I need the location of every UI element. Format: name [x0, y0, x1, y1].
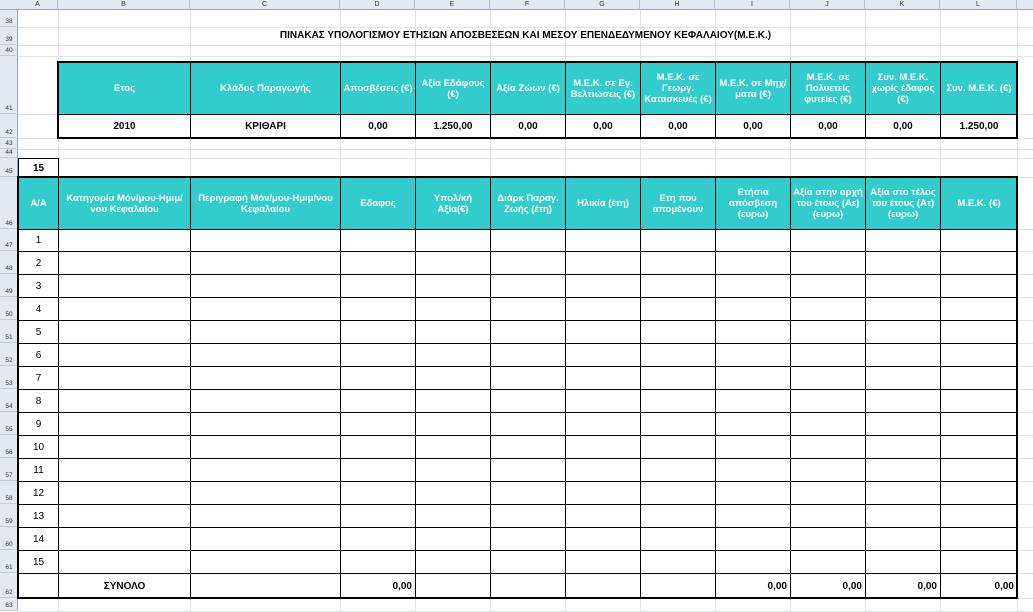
detail-input-cell[interactable]	[190, 251, 341, 275]
row-header-52[interactable]: 52	[0, 343, 18, 366]
column-header-j[interactable]: J	[790, 0, 865, 10]
row-number-cell[interactable]: 13	[18, 504, 59, 528]
detail-input-cell[interactable]	[415, 458, 491, 482]
detail-input-cell[interactable]	[190, 320, 341, 344]
sheet-title: ΠΙΝΑΚΑΣ ΥΠΟΛΟΓΙΣΜΟΥ ΕΤΗΣΙΩΝ ΑΠΟΣΒΕΣΕΩΝ ΚΑΙ ΜΕΣΟΥ ΕΠΕΝΔΕΔΥΜΕΝΟΥ ΚΕΦΑΛΑΙΟΥ(Μ.Ε.Κ.)	[279, 30, 772, 41]
detail-input-cell[interactable]	[58, 320, 191, 344]
detail-input-cell[interactable]	[340, 458, 416, 482]
row-header-43[interactable]: 43	[0, 138, 18, 149]
detail-input-cell[interactable]	[640, 297, 716, 321]
detail-header-cell[interactable]: Ετη που απομένουν	[640, 177, 716, 230]
detail-header-cell[interactable]: Α/Α	[18, 177, 59, 230]
summary-header-cell[interactable]: Μ.Ε.Κ. σε Εγ. Βελτιώσεις (€)	[565, 62, 641, 115]
row-number-cell[interactable]: 4	[18, 297, 59, 321]
detail-input-cell[interactable]	[58, 435, 191, 459]
totals-empty-cell[interactable]	[490, 573, 566, 599]
detail-input-cell[interactable]	[58, 481, 191, 505]
row-number-cell[interactable]: 10	[18, 435, 59, 459]
column-header-bar	[0, 0, 1033, 10]
detail-input-cell[interactable]	[940, 412, 1018, 436]
detail-input-cell[interactable]	[790, 412, 866, 436]
row-header-47[interactable]: 47	[0, 229, 18, 251]
detail-input-cell[interactable]	[790, 458, 866, 482]
detail-input-cell[interactable]	[640, 229, 716, 252]
row-header-63[interactable]: 63	[0, 598, 18, 611]
detail-input-cell[interactable]	[58, 229, 191, 252]
detail-input-cell[interactable]	[865, 435, 941, 459]
detail-input-cell[interactable]	[715, 229, 791, 252]
detail-header-cell[interactable]: Αξία στο τέλος του έτους (Ατ) (ευρω)	[865, 177, 941, 230]
detail-input-cell[interactable]	[790, 274, 866, 298]
count-cell[interactable]: 15	[18, 158, 59, 178]
detail-input-cell[interactable]	[715, 274, 791, 298]
row-number-cell[interactable]: 8	[18, 389, 59, 413]
detail-input-cell[interactable]	[865, 320, 941, 344]
column-header-k[interactable]: K	[865, 0, 940, 10]
row-header-40[interactable]: 40	[0, 45, 18, 56]
detail-input-cell[interactable]	[58, 389, 191, 413]
detail-input-cell[interactable]	[340, 274, 416, 298]
row-header-38[interactable]: 38	[0, 10, 18, 27]
detail-input-cell[interactable]	[865, 251, 941, 275]
detail-input-cell[interactable]	[340, 366, 416, 390]
detail-input-cell[interactable]	[490, 366, 566, 390]
row-header-58[interactable]: 58	[0, 481, 18, 504]
totals-empty-cell[interactable]	[18, 573, 59, 599]
row-header-59[interactable]: 59	[0, 504, 18, 527]
detail-input-cell[interactable]	[790, 504, 866, 528]
detail-input-cell[interactable]	[940, 481, 1018, 505]
summary-header-cell[interactable]: Μ.Ε.Κ. σε Μηχ/ματα (€)	[715, 62, 791, 115]
detail-input-cell[interactable]	[190, 504, 341, 528]
detail-input-cell[interactable]	[940, 504, 1018, 528]
detail-input-cell[interactable]	[715, 366, 791, 390]
totals-label[interactable]: ΣΥΝΟΛΟ	[58, 573, 191, 599]
summary-value-cell[interactable]: 0,00	[340, 114, 416, 138]
detail-input-cell[interactable]	[190, 550, 341, 574]
column-header-g[interactable]: G	[565, 0, 640, 10]
detail-input-cell[interactable]	[640, 366, 716, 390]
grid-hline	[18, 56, 1033, 57]
row-header-60[interactable]: 60	[0, 527, 18, 550]
detail-input-cell[interactable]	[940, 389, 1018, 413]
detail-input-cell[interactable]	[340, 297, 416, 321]
detail-input-cell[interactable]	[415, 389, 491, 413]
detail-input-cell[interactable]	[715, 527, 791, 551]
detail-input-cell[interactable]	[58, 297, 191, 321]
summary-header-cell[interactable]: Ετος	[58, 62, 191, 115]
row-header-50[interactable]: 50	[0, 297, 18, 320]
detail-input-cell[interactable]	[190, 527, 341, 551]
detail-input-cell[interactable]	[190, 481, 341, 505]
row-header-45[interactable]: 45	[0, 158, 18, 177]
detail-header-cell[interactable]: Διάρκ Παραγ. Ζωής (έτη)	[490, 177, 566, 230]
detail-input-cell[interactable]	[565, 251, 641, 275]
detail-input-cell[interactable]	[190, 366, 341, 390]
detail-input-cell[interactable]	[340, 343, 416, 367]
detail-input-cell[interactable]	[715, 297, 791, 321]
detail-input-cell[interactable]	[58, 366, 191, 390]
detail-input-cell[interactable]	[340, 389, 416, 413]
detail-input-cell[interactable]	[640, 550, 716, 574]
detail-input-cell[interactable]	[715, 412, 791, 436]
row-header-41[interactable]: 41	[0, 56, 18, 114]
detail-input-cell[interactable]	[790, 481, 866, 505]
summary-text-cell[interactable]: 2010	[58, 114, 191, 138]
detail-input-cell[interactable]	[940, 320, 1018, 344]
detail-input-cell[interactable]	[715, 504, 791, 528]
detail-input-cell[interactable]	[490, 389, 566, 413]
row-header-57[interactable]: 57	[0, 458, 18, 481]
detail-header-cell[interactable]: Κατηγορία Μόν/μου-Ημιμ/νου Κεφαλαίου	[58, 177, 191, 230]
detail-input-cell[interactable]	[790, 527, 866, 551]
row-number-cell[interactable]: 6	[18, 343, 59, 367]
column-header-b[interactable]: B	[58, 0, 190, 10]
detail-input-cell[interactable]	[565, 320, 641, 344]
detail-input-cell[interactable]	[790, 389, 866, 413]
detail-input-cell[interactable]	[415, 504, 491, 528]
detail-input-cell[interactable]	[415, 481, 491, 505]
detail-input-cell[interactable]	[940, 366, 1018, 390]
detail-input-cell[interactable]	[490, 481, 566, 505]
row-header-46[interactable]: 46	[0, 177, 18, 229]
detail-input-cell[interactable]	[490, 297, 566, 321]
detail-input-cell[interactable]	[940, 297, 1018, 321]
summary-header-cell[interactable]: Αξία Εδάφους (€)	[415, 62, 491, 115]
row-number-cell[interactable]: 12	[18, 481, 59, 505]
detail-header-cell[interactable]: Εδαφος	[340, 177, 416, 230]
detail-input-cell[interactable]	[790, 550, 866, 574]
detail-input-cell[interactable]	[415, 320, 491, 344]
detail-input-cell[interactable]	[940, 527, 1018, 551]
grid-hline	[18, 158, 1033, 159]
column-header-i[interactable]: I	[715, 0, 790, 10]
column-header-e[interactable]: E	[415, 0, 490, 10]
detail-input-cell[interactable]	[790, 435, 866, 459]
detail-input-cell[interactable]	[340, 527, 416, 551]
detail-input-cell[interactable]	[565, 297, 641, 321]
detail-input-cell[interactable]	[340, 504, 416, 528]
summary-header-cell[interactable]: Μ.Ε.Κ. σε Πολυετείς φυτείες (€)	[790, 62, 866, 115]
column-header-a[interactable]: A	[18, 0, 58, 10]
detail-input-cell[interactable]	[940, 229, 1018, 252]
row-header-51[interactable]: 51	[0, 320, 18, 343]
detail-header-cell[interactable]: Αξία στην αρχή του έτους (Αε) (ευρω)	[790, 177, 866, 230]
row-header-44[interactable]: 44	[0, 149, 18, 158]
detail-input-cell[interactable]	[940, 550, 1018, 574]
detail-input-cell[interactable]	[565, 366, 641, 390]
detail-input-cell[interactable]	[640, 343, 716, 367]
detail-input-cell[interactable]	[415, 274, 491, 298]
summary-header-cell[interactable]: Μ.Ε.Κ. σε Γεωργ. Κατασκευές (€)	[640, 62, 716, 115]
detail-input-cell[interactable]	[190, 297, 341, 321]
summary-value-cell[interactable]: 0,00	[790, 114, 866, 138]
detail-input-cell[interactable]	[340, 412, 416, 436]
totals-telos[interactable]: 0,00	[865, 573, 941, 599]
detail-input-cell[interactable]	[790, 320, 866, 344]
summary-text-cell[interactable]: ΚΡΙΘΑΡΙ	[190, 114, 341, 138]
detail-input-cell[interactable]	[640, 389, 716, 413]
detail-input-cell[interactable]	[790, 251, 866, 275]
detail-input-cell[interactable]	[190, 389, 341, 413]
detail-input-cell[interactable]	[340, 229, 416, 252]
detail-input-cell[interactable]	[58, 504, 191, 528]
detail-input-cell[interactable]	[340, 435, 416, 459]
detail-input-cell[interactable]	[565, 481, 641, 505]
detail-input-cell[interactable]	[940, 458, 1018, 482]
detail-input-cell[interactable]	[865, 458, 941, 482]
row-header-42[interactable]: 42	[0, 114, 18, 138]
detail-input-cell[interactable]	[415, 343, 491, 367]
detail-input-cell[interactable]	[865, 229, 941, 252]
summary-header-cell[interactable]: Συν. Μ.Ε.Κ. χωρίς έδαφος (€)	[865, 62, 941, 115]
totals-apostbesi[interactable]: 0,00	[715, 573, 791, 599]
detail-input-cell[interactable]	[940, 251, 1018, 275]
totals-empty-cell[interactable]	[640, 573, 716, 599]
summary-header-cell[interactable]: Αξία Ζώων (€)	[490, 62, 566, 115]
detail-input-cell[interactable]	[565, 229, 641, 252]
detail-header-cell[interactable]: Μ.Ε.Κ. (€)	[940, 177, 1018, 230]
detail-input-cell[interactable]	[640, 274, 716, 298]
summary-value-cell[interactable]: 0,00	[490, 114, 566, 138]
detail-input-cell[interactable]	[640, 458, 716, 482]
row-header-62[interactable]: 62	[0, 573, 18, 598]
detail-input-cell[interactable]	[715, 343, 791, 367]
detail-input-cell[interactable]	[58, 458, 191, 482]
detail-input-cell[interactable]	[490, 504, 566, 528]
summary-value-cell[interactable]: 0,00	[565, 114, 641, 138]
detail-input-cell[interactable]	[640, 412, 716, 436]
detail-input-cell[interactable]	[565, 504, 641, 528]
detail-input-cell[interactable]	[58, 251, 191, 275]
row-number-cell[interactable]: 9	[18, 412, 59, 436]
detail-input-cell[interactable]	[190, 343, 341, 367]
detail-input-cell[interactable]	[565, 389, 641, 413]
detail-input-cell[interactable]	[340, 320, 416, 344]
row-number-cell[interactable]: 2	[18, 251, 59, 275]
column-header-c[interactable]: C	[190, 0, 340, 10]
summary-value-cell[interactable]: 1.250,00	[940, 114, 1018, 138]
detail-input-cell[interactable]	[865, 550, 941, 574]
detail-input-cell[interactable]	[565, 412, 641, 436]
detail-input-cell[interactable]	[790, 229, 866, 252]
row-header-39[interactable]: 39	[0, 27, 18, 45]
detail-input-cell[interactable]	[865, 527, 941, 551]
detail-input-cell[interactable]	[490, 229, 566, 252]
row-number-cell[interactable]: 11	[18, 458, 59, 482]
summary-value-cell[interactable]: 0,00	[865, 114, 941, 138]
detail-input-cell[interactable]	[565, 458, 641, 482]
detail-input-cell[interactable]	[565, 274, 641, 298]
detail-input-cell[interactable]	[865, 343, 941, 367]
detail-input-cell[interactable]	[415, 412, 491, 436]
detail-header-cell[interactable]: Ηλικία (έτη)	[565, 177, 641, 230]
detail-input-cell[interactable]	[340, 251, 416, 275]
summary-value-cell[interactable]: 0,00	[640, 114, 716, 138]
detail-input-cell[interactable]	[565, 550, 641, 574]
row-header-48[interactable]: 48	[0, 251, 18, 274]
detail-input-cell[interactable]	[715, 550, 791, 574]
detail-input-cell[interactable]	[715, 320, 791, 344]
column-header-h[interactable]: H	[640, 0, 715, 10]
detail-input-cell[interactable]	[640, 435, 716, 459]
row-header-55[interactable]: 55	[0, 412, 18, 435]
detail-input-cell[interactable]	[415, 251, 491, 275]
detail-input-cell[interactable]	[490, 343, 566, 367]
detail-input-cell[interactable]	[490, 527, 566, 551]
detail-input-cell[interactable]	[865, 366, 941, 390]
detail-input-cell[interactable]	[565, 343, 641, 367]
detail-input-cell[interactable]	[790, 297, 866, 321]
detail-input-cell[interactable]	[490, 251, 566, 275]
detail-input-cell[interactable]	[190, 229, 341, 252]
detail-input-cell[interactable]	[715, 435, 791, 459]
detail-input-cell[interactable]	[490, 412, 566, 436]
detail-input-cell[interactable]	[58, 527, 191, 551]
totals-edafos[interactable]: 0,00	[340, 573, 416, 599]
detail-input-cell[interactable]	[490, 458, 566, 482]
row-number-cell[interactable]: 15	[18, 550, 59, 574]
detail-input-cell[interactable]	[640, 527, 716, 551]
detail-input-cell[interactable]	[940, 435, 1018, 459]
detail-input-cell[interactable]	[415, 550, 491, 574]
grid-hline	[18, 149, 1033, 150]
summary-header-cell[interactable]: Αποσβέσεις (€)	[340, 62, 416, 115]
detail-input-cell[interactable]	[58, 412, 191, 436]
row-header-bar	[0, 10, 18, 611]
totals-mek[interactable]: 0,00	[940, 573, 1018, 599]
detail-input-cell[interactable]	[490, 320, 566, 344]
row-header-54[interactable]: 54	[0, 389, 18, 412]
detail-input-cell[interactable]	[715, 389, 791, 413]
row-number-cell[interactable]: 1	[18, 229, 59, 252]
detail-input-cell[interactable]	[58, 343, 191, 367]
summary-header-cell[interactable]: Κλάδος Παραγωγής	[190, 62, 341, 115]
detail-header-cell[interactable]: Υπολ/κή Αξία(€)	[415, 177, 491, 230]
detail-input-cell[interactable]	[940, 274, 1018, 298]
detail-input-cell[interactable]	[715, 458, 791, 482]
detail-input-cell[interactable]	[415, 297, 491, 321]
detail-input-cell[interactable]	[865, 274, 941, 298]
totals-empty-cell[interactable]	[565, 573, 641, 599]
detail-input-cell[interactable]	[190, 458, 341, 482]
row-header-49[interactable]: 49	[0, 274, 18, 297]
grid-hline	[18, 45, 1033, 46]
row-header-53[interactable]: 53	[0, 366, 18, 389]
detail-header-cell[interactable]: Περιγραφή Μόν/μου-Ημιμ/νου Κεφαλαίου	[190, 177, 341, 230]
detail-input-cell[interactable]	[865, 481, 941, 505]
detail-input-cell[interactable]	[865, 504, 941, 528]
grid-hline	[18, 138, 1033, 139]
detail-input-cell[interactable]	[940, 343, 1018, 367]
detail-input-cell[interactable]	[865, 389, 941, 413]
detail-input-cell[interactable]	[490, 550, 566, 574]
detail-input-cell[interactable]	[340, 550, 416, 574]
column-header-l[interactable]: L	[940, 0, 1017, 10]
detail-input-cell[interactable]	[415, 229, 491, 252]
row-number-cell[interactable]: 5	[18, 320, 59, 344]
detail-input-cell[interactable]	[565, 435, 641, 459]
summary-value-cell[interactable]: 0,00	[715, 114, 791, 138]
detail-input-cell[interactable]	[565, 527, 641, 551]
detail-input-cell[interactable]	[490, 274, 566, 298]
detail-input-cell[interactable]	[790, 343, 866, 367]
detail-input-cell[interactable]	[415, 366, 491, 390]
detail-input-cell[interactable]	[340, 481, 416, 505]
detail-input-cell[interactable]	[640, 251, 716, 275]
detail-input-cell[interactable]	[640, 504, 716, 528]
detail-input-cell[interactable]	[415, 435, 491, 459]
detail-input-cell[interactable]	[715, 481, 791, 505]
summary-value-cell[interactable]: 1.250,00	[415, 114, 491, 138]
column-header-f[interactable]: F	[490, 0, 565, 10]
detail-input-cell[interactable]	[58, 550, 191, 574]
detail-input-cell[interactable]	[190, 412, 341, 436]
row-number-cell[interactable]: 7	[18, 366, 59, 390]
column-header-d[interactable]: D	[340, 0, 415, 10]
detail-input-cell[interactable]	[190, 435, 341, 459]
detail-input-cell[interactable]	[415, 527, 491, 551]
detail-input-cell[interactable]	[640, 481, 716, 505]
detail-input-cell[interactable]	[715, 251, 791, 275]
row-number-cell[interactable]: 14	[18, 527, 59, 551]
row-number-cell[interactable]: 3	[18, 274, 59, 298]
totals-empty-cell[interactable]	[415, 573, 491, 599]
totals-empty-cell[interactable]	[190, 573, 341, 599]
detail-input-cell[interactable]	[58, 274, 191, 298]
row-header-61[interactable]: 61	[0, 550, 18, 573]
detail-input-cell[interactable]	[490, 435, 566, 459]
summary-header-cell[interactable]: Συν. Μ.Ε.Κ. (€)	[940, 62, 1018, 115]
detail-input-cell[interactable]	[640, 320, 716, 344]
detail-input-cell[interactable]	[790, 366, 866, 390]
totals-arxi[interactable]: 0,00	[790, 573, 866, 599]
detail-input-cell[interactable]	[190, 274, 341, 298]
detail-input-cell[interactable]	[865, 297, 941, 321]
detail-input-cell[interactable]	[865, 412, 941, 436]
row-header-56[interactable]: 56	[0, 435, 18, 458]
detail-header-cell[interactable]: Ετήσια απόσβεση (ευρω)	[715, 177, 791, 230]
